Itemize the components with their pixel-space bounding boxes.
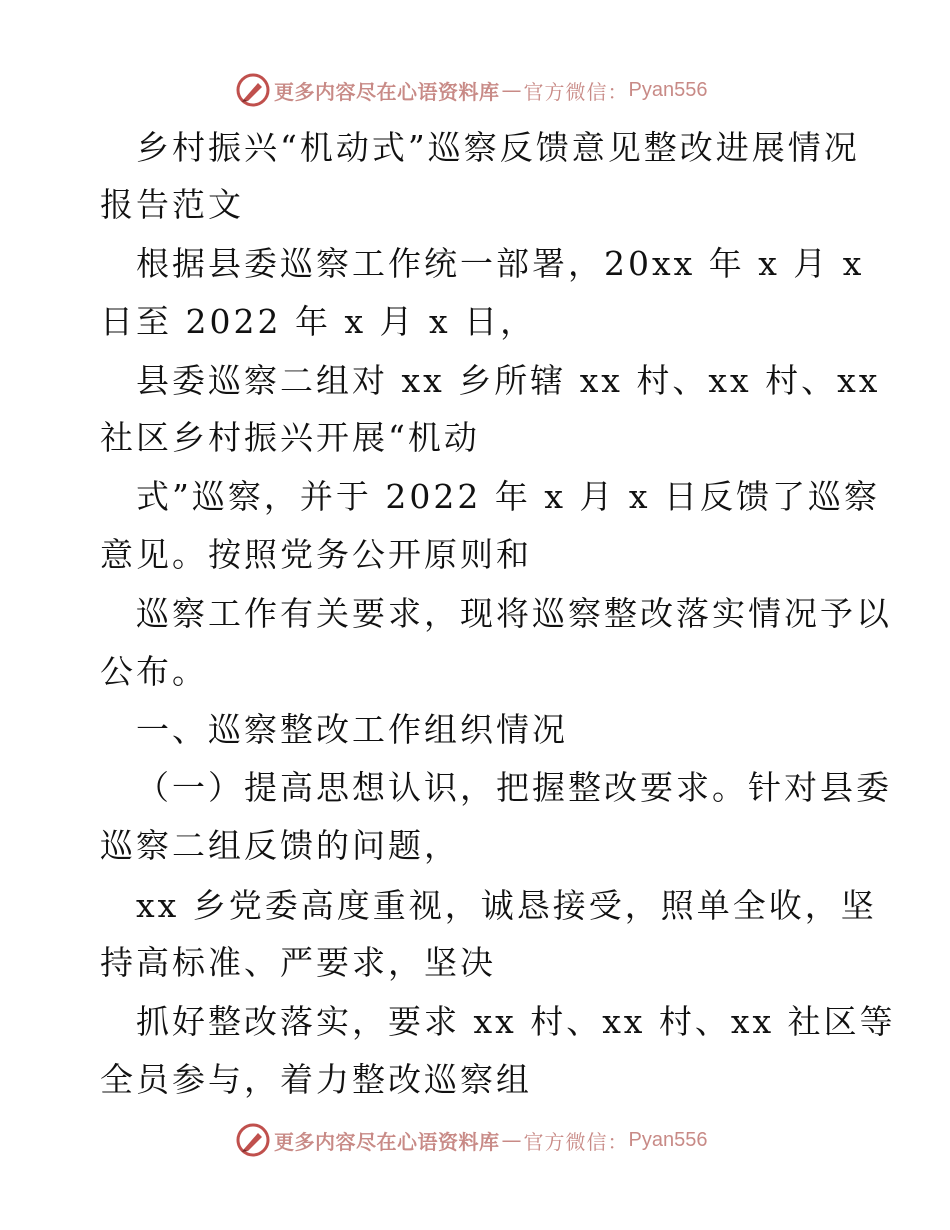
watermark-main-text: 更多内容尽在心语资料库 (274, 79, 500, 104)
watermark-banner-top (236, 72, 707, 108)
watermark-sub-text: 官方微信： (523, 1129, 629, 1154)
watermark-main-text: 更多内容尽在心语资料库 (274, 1129, 500, 1154)
text-line: 公布。 (100, 652, 208, 691)
text-line: 县委巡察二组对 xx 乡所辖 xx 村、xx 村、xx (136, 361, 881, 400)
watermark-sub-text: 官方微信： (523, 79, 629, 104)
text-line: 社区乡村振兴开展“机动 (100, 418, 480, 457)
watermark-separator: — (501, 1128, 522, 1152)
text-line: 巡察二组反馈的问题， (100, 826, 460, 865)
section-heading: 一、巡察整改工作组织情况 (136, 710, 568, 749)
watermark-banner-bottom (236, 1122, 707, 1158)
text-line: 意见。按照党务公开原则和 (100, 535, 532, 574)
text-line: 抓好整改落实，要求 xx 村、xx 村、xx 社区等 (136, 1002, 896, 1041)
watermark-account-id: Pyan556 (628, 78, 708, 101)
text-line: 根据县委巡察工作统一部署，20xx 年 x 月 x (136, 244, 865, 283)
text-line: 日至 2022 年 x 月 x 日， (100, 302, 537, 341)
text-line: 全员参与，着力整改巡察组 (100, 1060, 532, 1099)
pen-logo-icon (236, 73, 270, 107)
pen-logo-icon (236, 1123, 270, 1157)
text-line: 乡村振兴“机动式”巡察反馈意见整改进展情况 (136, 128, 860, 167)
text-line: 巡察工作有关要求，现将巡察整改落实情况予以 (136, 594, 892, 633)
watermark-separator: — (501, 78, 522, 102)
text-line: xx 乡党委高度重视，诚恳接受，照单全收，坚 (136, 886, 877, 925)
text-line: 持高标准、严要求，坚决 (100, 943, 496, 982)
text-line: 报告范文 (100, 185, 244, 224)
watermark-account-id: Pyan556 (628, 1128, 708, 1151)
text-line: （一）提高思想认识，把握整改要求。针对县委 (136, 768, 892, 807)
text-line: 式”巡察，并于 2022 年 x 月 x 日反馈了巡察 (136, 477, 881, 516)
